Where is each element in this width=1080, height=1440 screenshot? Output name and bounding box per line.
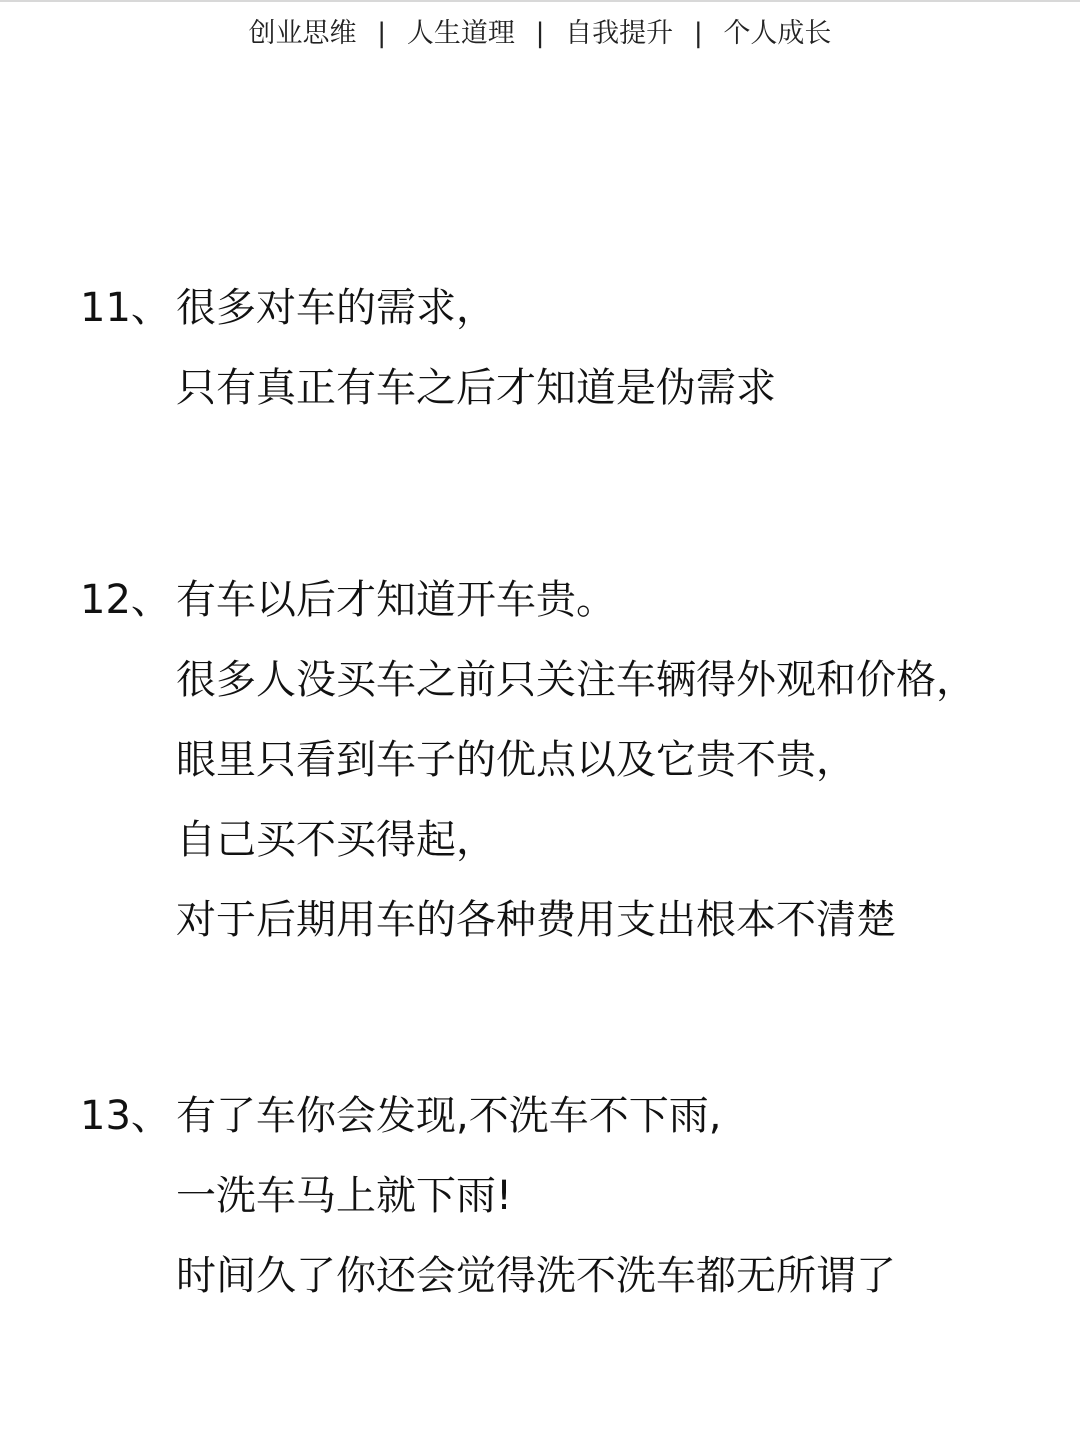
list-item-11	[80, 268, 1070, 428]
list-item-13	[80, 1076, 1070, 1316]
item-text: 有车以后才知道开车贵。	[176, 577, 616, 623]
category-tag: 自我提升	[565, 18, 674, 49]
category-tag: 个人成长	[723, 18, 832, 49]
item-line	[80, 268, 1070, 348]
item-text: 很多对车的需求，	[176, 285, 496, 331]
item-line	[80, 720, 1070, 800]
item-text: 很多人没买车之前只关注车辆得外观和价格，	[176, 657, 976, 703]
item-line	[80, 560, 1070, 640]
item-text: 只有真正有车之后才知道是伪需求	[176, 365, 776, 411]
item-line	[80, 1076, 1070, 1156]
item-line	[80, 640, 1070, 720]
item-line	[80, 880, 1070, 960]
category-header	[0, 14, 1080, 54]
item-text: 一洗车马上就下雨!	[176, 1173, 513, 1219]
item-text: 有了车你会发现,不洗车不下雨,	[176, 1093, 722, 1139]
item-number: 13、	[80, 1093, 171, 1139]
item-text: 自己买不买得起，	[176, 817, 496, 863]
list-item-12	[80, 560, 1070, 960]
top-border	[0, 0, 1080, 2]
item-text: 对于后期用车的各种费用支出根本不清楚	[176, 897, 896, 943]
separator: |	[535, 18, 545, 49]
item-text: 眼里只看到车子的优点以及它贵不贵，	[176, 737, 856, 783]
item-line	[80, 1156, 1070, 1236]
item-number: 12、	[80, 577, 171, 623]
item-text: 时间久了你还会觉得洗不洗车都无所谓了	[176, 1253, 896, 1299]
category-tag: 人生道理	[406, 18, 515, 49]
item-line	[80, 1236, 1070, 1316]
item-line	[80, 348, 1070, 428]
category-tag: 创业思维	[248, 18, 357, 49]
separator: |	[377, 18, 387, 49]
item-line	[80, 800, 1070, 880]
item-number: 11、	[80, 285, 171, 331]
separator: |	[693, 18, 703, 49]
